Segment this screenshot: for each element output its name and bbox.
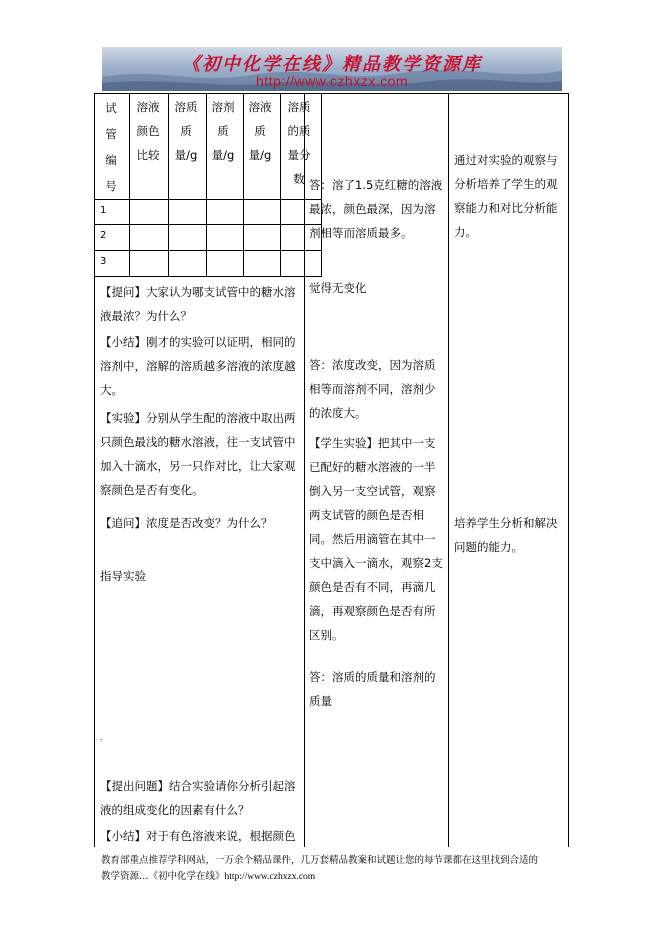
text: 把其中一支已配好的糖水溶液的一半倒入另一支空试管，观察两支试管的颜色是否相同。然后用滴管在其中一支中滴入一滴水，观察2支颜色是否有不同，再滴几滴，再观察颜色是否有所区别。: [309, 436, 443, 642]
banner-title: 《初中化学在线》精品教学资源库: [182, 54, 482, 75]
design-intent-1: 通过对实验的观察与分析培养了学生的观察能力和对比分析能力。: [454, 153, 558, 239]
table-border-left: [94, 93, 95, 847]
header-tube-number: 试管编号: [105, 101, 117, 193]
tag: 【学生实验】: [309, 436, 378, 450]
row-number: 2: [100, 230, 107, 241]
design-intent-2: 培养学生分析和解决问题的能力。: [454, 516, 558, 554]
teacher-summary-1: [100, 330, 300, 402]
text: 浓度是否改变？为什么？: [146, 516, 273, 530]
student-answer-3: 答：浓度改变，因为溶质相等而溶剂不同，溶剂少的浓度大。: [309, 358, 436, 420]
header-solution-mass: 溶液质量/g: [248, 100, 272, 162]
text: 刚才的实验可以证明，相同的溶剂中，溶解的溶质越多溶液的浓度越大。: [100, 335, 296, 397]
row-number: 1: [100, 205, 107, 216]
inner-row-line: [94, 276, 322, 277]
tag: 【实验】: [100, 411, 146, 425]
header-solute-mass: 溶质质量/g: [174, 100, 198, 162]
column-divider-1: [304, 93, 305, 847]
header-solvent-mass: 溶剂质量/g: [211, 100, 235, 162]
header-mass-fraction: 溶质的质量分数: [287, 100, 311, 186]
teacher-question-2: [100, 511, 300, 535]
page-footer: [101, 853, 571, 885]
footer-line-2: [101, 869, 571, 885]
stray-dot: .: [100, 733, 103, 742]
text: 结合实验请你分析引起溶液的组成变化的因素有什么？: [100, 779, 296, 817]
row-number: 3: [100, 256, 107, 267]
tag: 【小结】: [100, 829, 146, 843]
banner-url[interactable]: http://www.czhxzx.com: [255, 73, 409, 89]
tag: 【小结】: [100, 335, 146, 349]
student-answer-4: 答：溶质的质量和溶剂的质量: [309, 670, 436, 708]
site-banner: [102, 47, 562, 91]
footer-prefix: 教学资源…《初中化学在线》: [101, 871, 225, 882]
text: 对于有色溶液来说，根据颜色: [146, 829, 296, 843]
text: 分别从学生配的溶液中取出两只颜色最浅的糖水溶液，往一支试管中加入十滴水，另一只作对比，让大家观察颜色是否有变化。: [100, 411, 296, 497]
tag: 【提出问题】: [100, 779, 169, 793]
table-border-right: [568, 93, 569, 847]
teacher-question-3: [100, 774, 300, 822]
header-color: 溶液颜色比较: [136, 100, 160, 162]
footer-url[interactable]: http://www.czhxzx.com: [224, 872, 316, 882]
teacher-summary-2: [100, 824, 300, 848]
student-answer-1: 答：溶了1.5克红糖的溶液最浓，颜色最深，因为溶剂相等而溶质最多。: [309, 178, 443, 240]
footer-line-1: 教育部重点推荐学科网站，一万余个精品课件，几万套精品教案和试题让您的每节课都在这里找到合适的: [101, 855, 539, 866]
teacher-experiment: [100, 406, 300, 502]
teacher-question-1: [100, 280, 300, 328]
text: 大家认为哪支试管中的糖水溶液最浓？为什么？: [100, 285, 296, 323]
student-experiment: [309, 431, 445, 647]
tag: 【提问】: [100, 285, 146, 299]
teacher-guide: 指导实验: [100, 569, 146, 583]
inner-row-line: [94, 250, 322, 251]
tag: 【追问】: [100, 516, 146, 530]
inner-row-line: [94, 224, 322, 225]
student-answer-2: 觉得无变化: [309, 281, 367, 295]
inner-row-line: [94, 199, 322, 200]
column-divider-2: [448, 93, 449, 847]
table-border-top: [94, 93, 569, 94]
